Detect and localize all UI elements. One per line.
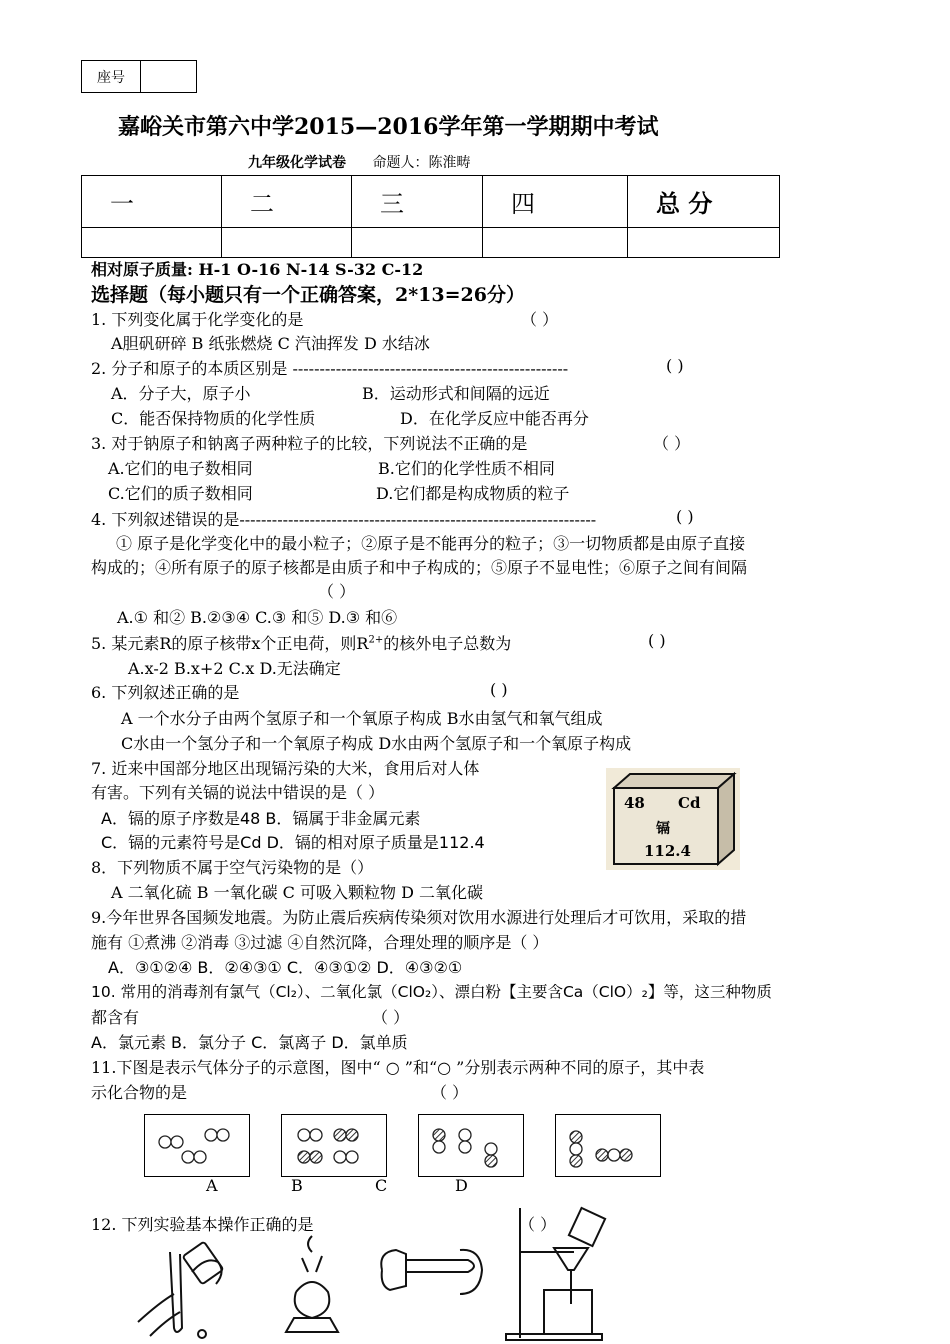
score-header: 一	[82, 176, 222, 228]
q7-options-line1: A．镉的原子序数是48 B．镉属于非金属元素	[101, 809, 421, 828]
molecule-drawing-b	[282, 1115, 386, 1175]
q8-options: A 二氧化硫 B 一氧化碳 C 可吸入颗粒物 D 二氧化碳	[111, 883, 483, 902]
molecule-label-b: B	[291, 1176, 303, 1195]
q7-stem-line1: 7. 近来中国部分地区出现镉污染的大米，食用后对人体	[91, 759, 480, 778]
cadmium-atomic-number: 48	[624, 794, 645, 812]
score-cell	[352, 228, 483, 258]
exam-title: 嘉峪关市第六中学2015—2016学年第一学期期中考试	[118, 114, 659, 140]
q7-stem-line2: 有害。下列有关镉的说法中错误的是（ ）	[91, 783, 385, 802]
molecule-diagram-b	[281, 1114, 387, 1177]
q12-stem: 12. 下列实验基本操作正确的是	[91, 1215, 314, 1234]
score-header: 四	[483, 176, 628, 228]
q11-stem-line2: 示化合物的是	[91, 1083, 188, 1102]
molecule-label-a: A	[206, 1176, 218, 1195]
score-header: 三	[352, 176, 483, 228]
score-table	[81, 175, 780, 258]
score-value-row	[82, 228, 780, 258]
q4-statement-line2: 构成的；④所有原子的原子核都是由质子和中子构成的；⑤原子不显电性；⑥原子之间有间隔	[91, 558, 748, 577]
q2-paren: ( )	[666, 356, 684, 375]
molecule-label-d: D	[455, 1176, 468, 1195]
score-header: 二	[222, 176, 352, 228]
q5-charge: 2+	[368, 634, 384, 646]
q6-paren: ( )	[490, 680, 508, 699]
q3-option-b: B.它们的化学性质不相同	[378, 459, 555, 478]
q1-options: A胆矾研碎 B 纸张燃烧 C 汽油挥发 D 水结冰	[111, 334, 430, 353]
molecule-drawing-c	[419, 1115, 523, 1175]
molecule-diagram-a	[144, 1114, 250, 1177]
score-header-row	[82, 176, 780, 228]
q4-options: A.① 和② B.②③④ C.③ 和⑤ D.③ 和⑥	[117, 608, 398, 627]
molecule-label-c: C	[375, 1176, 388, 1195]
score-cell	[82, 228, 222, 258]
q12-paren: （ ）	[519, 1215, 557, 1234]
paper-author: 命题人：陈淮畴	[372, 155, 471, 171]
score-header: 总 分	[628, 176, 780, 228]
q7-options-line2: C．镉的元素符号是Cd D．镉的相对原子质量是112.4	[101, 833, 485, 852]
q8-stem: 8．下列物质不属于空气污染物的是（）	[91, 858, 374, 877]
q5-paren: ( )	[648, 631, 666, 650]
q6-options-line2: C水由一个氢分子和一个氧原子构成 D水由两个氢原子和一个氧原子构成	[121, 734, 632, 753]
molecule-drawing-a	[145, 1115, 249, 1175]
q10-stem-line1: 10. 常用的消毒剂有氯气（Cl₂）、二氧化氯（ClO₂）、漂白粉【主要含Ca（ClO）₂】等，这三种物质	[91, 983, 772, 1001]
paper-name: 九年级化学试卷	[248, 155, 346, 171]
q3-option-a: A.它们的电子数相同	[108, 459, 253, 478]
molecule-diagram-d	[555, 1114, 661, 1177]
q3-option-c: C.它们的质子数相同	[108, 484, 253, 503]
seat-number-box	[81, 60, 197, 93]
q1-paren: （ ）	[521, 310, 559, 329]
q5-stem	[91, 631, 511, 654]
q4-statement-line1: ① 原子是化学变化中的最小粒子；②原子是不能再分的粒子；③一切物质都是由原子直接	[116, 534, 746, 553]
q10-options: A．氯元素 B．氯分子 C．氯离子 D．氯单质	[91, 1033, 408, 1052]
q2-option-c: C．能否保持物质的化学性质	[111, 409, 316, 428]
q2-option-b: B．运动形式和间隔的远近	[362, 384, 550, 403]
section-title: 选择题（每小题只有一个正确答案，2*13=26分）	[91, 284, 525, 306]
cadmium-name: 镉	[656, 821, 670, 837]
seat-number-value	[141, 61, 196, 92]
q5-stem-b: 的核外电子总数为	[383, 634, 512, 653]
q4-paren-2: （ ）	[318, 582, 356, 601]
lab-image-pouring-liquid	[130, 1232, 240, 1342]
q3-paren: （ ）	[653, 434, 691, 453]
q2-option-d: D．在化学反应中能否再分	[400, 409, 589, 428]
cadmium-symbol: Cd	[678, 794, 701, 812]
q9-stem-line2: 施有 ①煮沸 ②消毒 ③过滤 ④自然沉降，合理处理的顺序是（ ）	[91, 933, 549, 952]
exam-subtitle	[248, 152, 470, 172]
q4-stem: 4. 下列叙述错误的是------------------------------------------------------------------	[91, 510, 597, 529]
score-cell	[628, 228, 780, 258]
q10-paren: （ ）	[372, 1008, 410, 1027]
q4-paren: ( )	[676, 507, 694, 526]
lab-image-heating-test-tube	[376, 1240, 486, 1320]
q5-stem-a: 5. 某元素R的原子核带x个正电荷，则R	[91, 634, 369, 653]
score-cell	[222, 228, 352, 258]
q2-stem: 2. 分子和原子的本质区别是 ---------------------------------------------------	[91, 359, 569, 378]
lab-image-alcohol-lamp	[272, 1232, 352, 1342]
q9-stem-line1: 9.今年世界各国频发地震。为防止震后疾病传染须对饮用水源进行处理后才可饮用，采取的措	[91, 908, 747, 927]
lab-image-filtration	[500, 1204, 610, 1344]
q11-paren: （ ）	[431, 1083, 469, 1102]
q3-stem: 3. 对于钠原子和钠离子两种粒子的比较，下列说法不正确的是	[91, 434, 528, 453]
atomic-mass-line: 相对原子质量: H-1 O-16 N-14 S-32 C-12	[91, 260, 424, 279]
molecule-diagram-c	[418, 1114, 524, 1177]
q6-stem: 6. 下列叙述正确的是	[91, 683, 240, 702]
q11-stem-line1: 11.下图是表示气体分子的示意图，图中“ ○ ”和“○ ”分别表示两种不同的原子，其中表	[91, 1058, 705, 1077]
score-cell	[483, 228, 628, 258]
molecule-drawing-d	[556, 1115, 660, 1175]
q3-option-d: D.它们都是构成物质的粒子	[376, 484, 570, 503]
cadmium-atomic-mass: 112.4	[644, 842, 691, 860]
q10-stem-line2: 都含有	[91, 1008, 140, 1027]
seat-number-label: 座号	[82, 61, 141, 92]
q1-stem: 1. 下列变化属于化学变化的是	[91, 310, 304, 329]
cadmium-element-card	[606, 768, 740, 870]
q2-option-a: A．分子大，原子小	[111, 384, 251, 403]
q6-options-line1: A 一个水分子由两个氢原子和一个氧原子构成 B水由氢气和氧气组成	[121, 709, 603, 728]
q9-options: A．③①②④ B．②④③① C．④③①② D．④③②①	[108, 958, 463, 977]
q5-options: A.x-2 B.x+2 C.x D.无法确定	[128, 659, 341, 678]
